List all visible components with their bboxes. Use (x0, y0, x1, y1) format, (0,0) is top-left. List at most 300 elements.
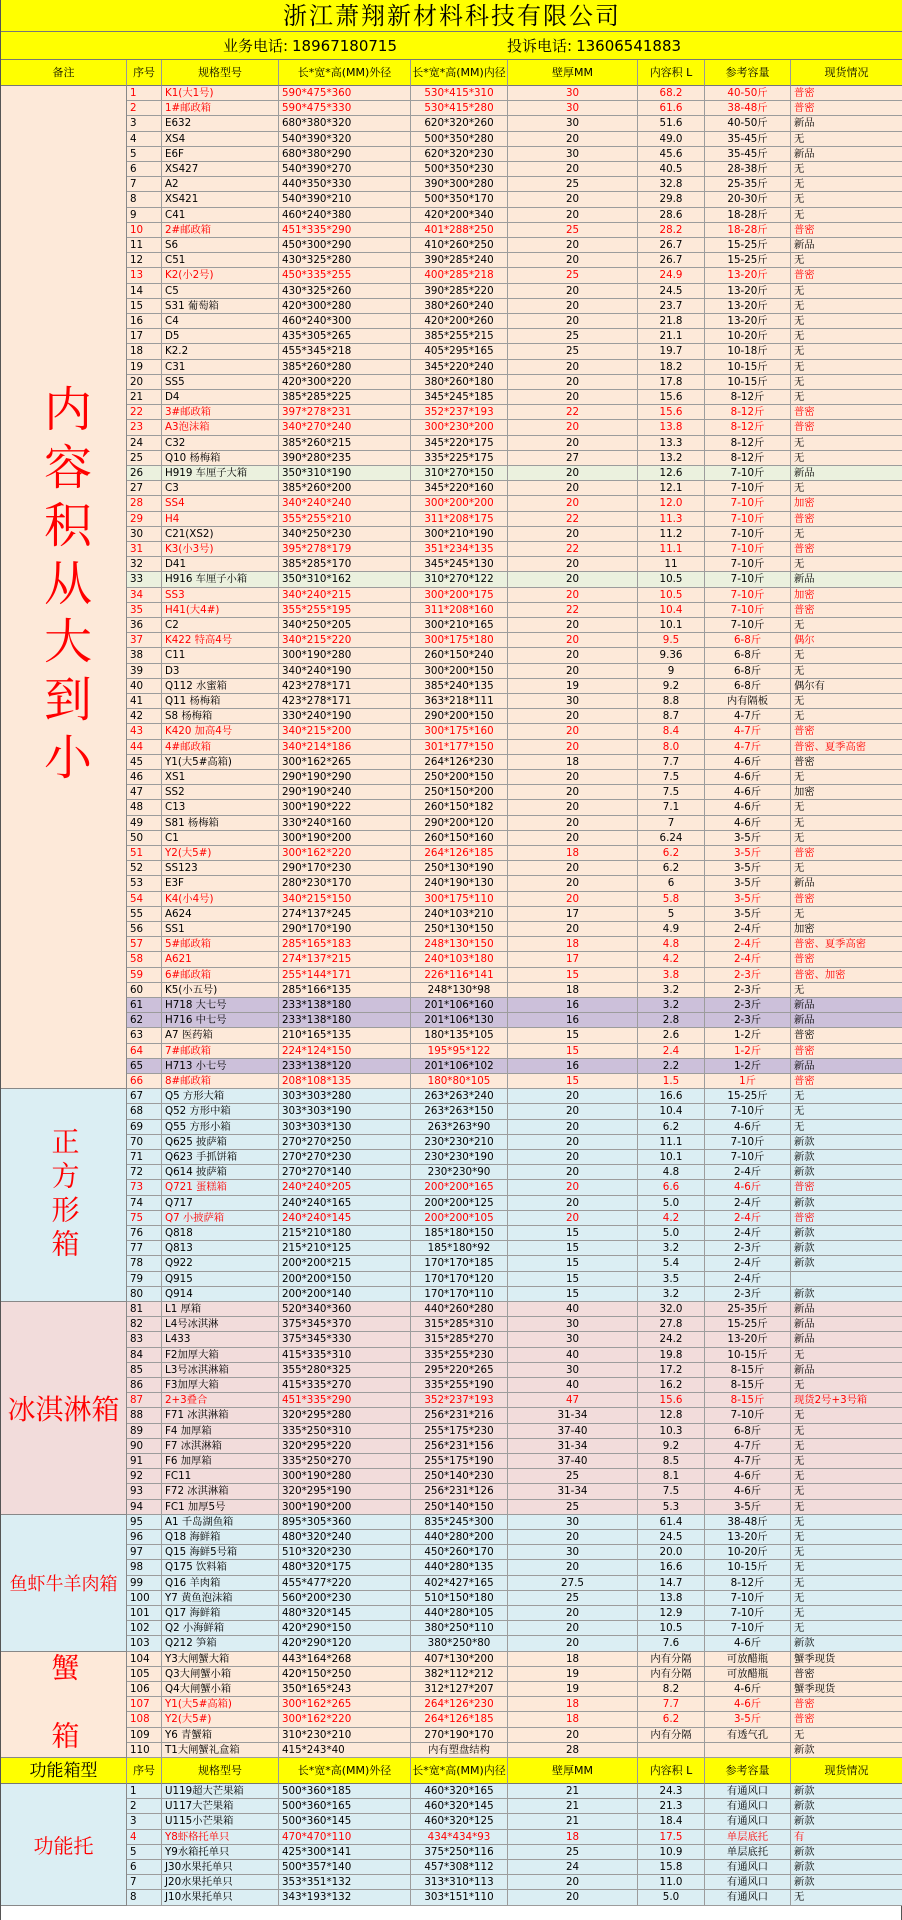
cell-capacity: 2-3斤 (705, 1013, 791, 1028)
cell-stock: 无 (791, 1591, 902, 1606)
table-row (1, 1439, 902, 1454)
cell-index: 33 (127, 572, 162, 587)
cell-index: 31 (127, 542, 162, 557)
table-row (1, 177, 902, 192)
cell-stock: 无 (791, 390, 902, 405)
cell-stock: 普密 (791, 420, 902, 435)
cell-wall: 15 (508, 968, 638, 983)
cell-inner-size: 313*310*113 (411, 1875, 508, 1890)
cell-wall: 20 (508, 284, 638, 299)
cell-stock: 无 (791, 1530, 902, 1545)
cell-wall: 20 (508, 709, 638, 724)
cell-stock: 新款 (791, 1799, 902, 1814)
cell-capacity: 10-15斤 (705, 375, 791, 390)
cell-outer-size: 460*240*300 (279, 314, 411, 329)
table-row (1, 648, 902, 663)
cell-model: Q717 (162, 1196, 279, 1211)
cell-stock: 加密 (791, 785, 902, 800)
cell-stock: 无 (791, 557, 902, 572)
cell-volume: 24.2 (638, 1332, 705, 1347)
cell-wall: 20 (508, 588, 638, 603)
cell-inner-size: 264*126*230 (411, 1697, 508, 1712)
group-label: 正方形箱 (1, 1089, 127, 1302)
cell-wall: 25 (508, 344, 638, 359)
cell-index: 44 (127, 740, 162, 755)
cell-volume: 10.1 (638, 618, 705, 633)
cell-stock: 无 (791, 1621, 902, 1636)
cell-capacity: 2-3斤 (705, 998, 791, 1013)
cell-inner-size: 440*280*135 (411, 1560, 508, 1575)
cell-capacity: 2-4斤 (705, 922, 791, 937)
cell-inner-size: 620*320*260 (411, 116, 508, 131)
cell-outer-size: 320*295*220 (279, 1439, 411, 1454)
cell-stock: 普密 (791, 755, 902, 770)
cell-capacity: 3-5斤 (705, 876, 791, 891)
cell-capacity: 4-6斤 (705, 755, 791, 770)
cell-model: Q17 海鲜箱 (162, 1606, 279, 1621)
cell-stock: 新款 (791, 1226, 902, 1241)
cell-index: 6 (127, 1860, 162, 1875)
cell-index: 80 (127, 1287, 162, 1302)
cell-model: Y2(大5#) (162, 846, 279, 861)
cell-capacity: 10-18斤 (705, 344, 791, 359)
cell-index: 13 (127, 268, 162, 283)
table-row (1, 314, 902, 329)
group-label: 功能托 (1, 1784, 127, 1906)
cell-index: 35 (127, 603, 162, 618)
cell-model: 8#邮政箱 (162, 1074, 279, 1089)
cell-wall: 22 (508, 512, 638, 527)
cell-volume: 6.2 (638, 1712, 705, 1727)
cell-inner-size: 255*175*190 (411, 1454, 508, 1469)
cell-inner-size: 200*200*125 (411, 1196, 508, 1211)
cell-index: 72 (127, 1165, 162, 1180)
cell-stock: 无 (791, 1454, 902, 1469)
cell-index: 75 (127, 1211, 162, 1226)
cell-wall: 22 (508, 603, 638, 618)
cell-outer-size: 270*270*140 (279, 1165, 411, 1180)
cell-inner-size: 200*200*165 (411, 1180, 508, 1195)
cell-index: 59 (127, 968, 162, 983)
cell-volume: 15.8 (638, 1860, 705, 1875)
cell-volume: 内有分隔 (638, 1652, 705, 1667)
cell-stock: 无 (791, 831, 902, 846)
cell-volume (638, 1743, 705, 1758)
cell-volume: 51.6 (638, 116, 705, 131)
cell-stock: 无 (791, 375, 902, 390)
cell-stock: 新品 (791, 1059, 902, 1074)
cell-index: 82 (127, 1317, 162, 1332)
cell-stock: 无 (791, 1500, 902, 1515)
cell-outer-size: 560*200*230 (279, 1591, 411, 1606)
cell-outer-size: 430*325*280 (279, 253, 411, 268)
cell-outer-size: 290*170*230 (279, 861, 411, 876)
cell-model: L3号冰淇淋箱 (162, 1363, 279, 1378)
cell-index: 90 (127, 1439, 162, 1454)
cell-outer-size: 450*335*255 (279, 268, 411, 283)
cell-stock: 无 (791, 192, 902, 207)
cell-model: U115小芒果箱 (162, 1814, 279, 1829)
cell-inner-size: 405*295*165 (411, 344, 508, 359)
cell-model: SS2 (162, 785, 279, 800)
cell-wall: 20 (508, 1636, 638, 1651)
cell-stock: 无 (791, 1089, 902, 1104)
cell-wall: 30 (508, 101, 638, 116)
cell-inner-size: 401*288*250 (411, 223, 508, 238)
header-volume: 内容积 L (638, 60, 705, 86)
cell-outer-size: 340*240*240 (279, 496, 411, 511)
table-row (1, 679, 902, 694)
cell-inner-size: 311*208*160 (411, 603, 508, 618)
header-model: 规格型号 (162, 1758, 279, 1784)
table-row (1, 998, 902, 1013)
cell-capacity: 10-15斤 (705, 1560, 791, 1575)
cell-capacity: 4-6斤 (705, 1469, 791, 1484)
cell-stock: 无 (791, 253, 902, 268)
cell-capacity: 8-12斤 (705, 1576, 791, 1591)
cell-inner-size: 310*270*122 (411, 572, 508, 587)
cell-index: 67 (127, 1089, 162, 1104)
cell-wall: 30 (508, 116, 638, 131)
cell-model: Y1(大5#高箱) (162, 755, 279, 770)
cell-index: 83 (127, 1332, 162, 1347)
table-row (1, 557, 902, 572)
cell-model: S31 葡萄箱 (162, 299, 279, 314)
cell-capacity: 6-8斤 (705, 679, 791, 694)
cell-volume: 49.0 (638, 132, 705, 147)
cell-model: Q4大闸蟹小箱 (162, 1682, 279, 1697)
cell-capacity: 18-28斤 (705, 208, 791, 223)
cell-outer-size: 300*162*265 (279, 1697, 411, 1712)
cell-stock: 新款 (791, 1287, 902, 1302)
cell-capacity: 6-8斤 (705, 1424, 791, 1439)
cell-stock: 普密、夏季高密 (791, 937, 902, 952)
cell-wall: 24 (508, 1860, 638, 1875)
cell-capacity: 可放醋瓶 (705, 1652, 791, 1667)
cell-stock: 加密 (791, 496, 902, 511)
cell-volume: 16.6 (638, 1089, 705, 1104)
cell-inner-size: 250*140*230 (411, 1469, 508, 1484)
cell-inner-size: 263*263*150 (411, 1104, 508, 1119)
cell-wall: 27 (508, 451, 638, 466)
cell-model: U119超大芒果箱 (162, 1784, 279, 1799)
cell-inner-size: 230*230*90 (411, 1165, 508, 1180)
cell-inner-size: 420*200*340 (411, 208, 508, 223)
cell-volume: 27.8 (638, 1317, 705, 1332)
cell-inner-size: 450*260*170 (411, 1545, 508, 1560)
cell-wall: 28 (508, 1743, 638, 1758)
cell-inner-size: 410*260*250 (411, 238, 508, 253)
header-capacity: 参考容量 (705, 1758, 791, 1784)
cell-model: L1 厚箱 (162, 1302, 279, 1317)
cell-volume: 4.8 (638, 1165, 705, 1180)
cell-model: J10水果托单只 (162, 1890, 279, 1905)
cell-wall: 16 (508, 998, 638, 1013)
cell-capacity: 8-15斤 (705, 1393, 791, 1408)
cell-inner-size: 510*150*180 (411, 1591, 508, 1606)
cell-capacity: 13-20斤 (705, 299, 791, 314)
cell-outer-size: 300*190*222 (279, 800, 411, 815)
cell-index: 103 (127, 1636, 162, 1651)
cell-outer-size: 340*270*240 (279, 420, 411, 435)
cell-outer-size: 455*477*220 (279, 1576, 411, 1591)
cell-capacity: 4-6斤 (705, 770, 791, 785)
cell-outer-size: 340*215*200 (279, 724, 411, 739)
cell-index: 26 (127, 466, 162, 481)
cell-stock: 无 (791, 344, 902, 359)
cell-stock: 无 (791, 1515, 902, 1530)
cell-stock: 新款 (791, 1784, 902, 1799)
cell-index: 43 (127, 724, 162, 739)
cell-capacity: 7-10斤 (705, 466, 791, 481)
cell-volume: 5.3 (638, 1500, 705, 1515)
cell-outer-size: 340*240*215 (279, 588, 411, 603)
cell-inner-size: 335*225*175 (411, 451, 508, 466)
cell-outer-size: 435*305*265 (279, 329, 411, 344)
cell-stock: 新款 (791, 1845, 902, 1860)
cell-volume: 24.5 (638, 284, 705, 299)
cell-capacity: 8-12斤 (705, 436, 791, 451)
table-row (1, 481, 902, 496)
cell-outer-size: 440*350*330 (279, 177, 411, 192)
cell-inner-size: 351*234*135 (411, 542, 508, 557)
cell-capacity: 40-50斤 (705, 86, 791, 101)
table-row (1, 1013, 902, 1028)
cell-capacity: 6-8斤 (705, 633, 791, 648)
cell-outer-size: 285*166*135 (279, 983, 411, 998)
cell-inner-size: 345*220*160 (411, 481, 508, 496)
cell-wall: 20 (508, 481, 638, 496)
cell-volume: 10.5 (638, 588, 705, 603)
cell-capacity: 有通风口 (705, 1860, 791, 1875)
cell-volume: 32.0 (638, 1302, 705, 1317)
cell-model: T1大闸蟹礼盒箱 (162, 1743, 279, 1758)
cell-index: 110 (127, 1743, 162, 1758)
cell-outer-size: 300*162*220 (279, 846, 411, 861)
cell-volume: 15.6 (638, 390, 705, 405)
cell-stock: 无 (791, 1104, 902, 1119)
cell-inner-size: 620*320*230 (411, 147, 508, 162)
cell-wall: 15 (508, 1287, 638, 1302)
header-capacity: 参考容量 (705, 60, 791, 86)
header-stock: 现货情况 (791, 60, 902, 86)
table-row (1, 238, 902, 253)
cell-outer-size: 330*240*190 (279, 709, 411, 724)
cell-outer-size: 303*303*130 (279, 1120, 411, 1135)
cell-inner-size: 311*208*175 (411, 512, 508, 527)
cell-volume: 9.2 (638, 679, 705, 694)
cell-inner-size: 240*190*130 (411, 876, 508, 891)
cell-index: 64 (127, 1044, 162, 1059)
cell-inner-size: 256*231*216 (411, 1408, 508, 1423)
cell-volume: 1.5 (638, 1074, 705, 1089)
cell-inner-size: 170*170*110 (411, 1287, 508, 1302)
cell-outer-size: 350*310*162 (279, 572, 411, 587)
cell-wall: 22 (508, 542, 638, 557)
cell-inner-size: 402*427*165 (411, 1576, 508, 1591)
cell-wall: 22 (508, 405, 638, 420)
cell-outer-size: 460*240*380 (279, 208, 411, 223)
cell-stock: 新款 (791, 1241, 902, 1256)
cell-inner-size: 300*175*160 (411, 724, 508, 739)
cell-volume: 8.0 (638, 740, 705, 755)
cell-outer-size: 355*255*195 (279, 603, 411, 618)
cell-index: 12 (127, 253, 162, 268)
table-row (1, 192, 902, 207)
cell-model: K4(小4号) (162, 892, 279, 907)
table-row (1, 284, 902, 299)
cell-inner-size: 382*112*212 (411, 1667, 508, 1682)
cell-volume: 12.1 (638, 481, 705, 496)
cell-volume: 10.1 (638, 1150, 705, 1165)
cell-outer-size: 480*320*145 (279, 1606, 411, 1621)
cell-volume: 16.6 (638, 1560, 705, 1575)
header-index: 序号 (127, 1758, 162, 1784)
cell-wall: 20 (508, 375, 638, 390)
table-row (1, 892, 902, 907)
cell-volume: 10.3 (638, 1424, 705, 1439)
table-row (1, 329, 902, 344)
cell-outer-size: 415*335*310 (279, 1348, 411, 1363)
cell-volume: 18.4 (638, 1814, 705, 1829)
cell-index: 66 (127, 1074, 162, 1089)
cell-inner-size: 248*130*98 (411, 983, 508, 998)
cell-capacity: 7-10斤 (705, 496, 791, 511)
cell-index: 1 (127, 86, 162, 101)
cell-inner-size: 457*308*112 (411, 1860, 508, 1875)
cell-wall: 20 (508, 785, 638, 800)
cell-model: C11 (162, 648, 279, 663)
cell-stock: 新品 (791, 1302, 902, 1317)
table-row (1, 740, 902, 755)
cell-outer-size: 340*215*220 (279, 633, 411, 648)
cell-model: K2.2 (162, 344, 279, 359)
cell-outer-size: 233*138*120 (279, 1059, 411, 1074)
cell-outer-size: 340*214*186 (279, 740, 411, 755)
cell-wall: 30 (508, 1332, 638, 1347)
cell-stock: 普密、加密 (791, 968, 902, 983)
cell-index: 2 (127, 101, 162, 116)
cell-wall: 25 (508, 1500, 638, 1515)
cell-outer-size: 425*300*141 (279, 1845, 411, 1860)
cell-capacity: 7-10斤 (705, 1621, 791, 1636)
cell-inner-size: 250*140*150 (411, 1500, 508, 1515)
cell-outer-size: 540*390*320 (279, 132, 411, 147)
cell-volume: 11.3 (638, 512, 705, 527)
cell-outer-size: 430*325*260 (279, 284, 411, 299)
cell-wall: 25 (508, 268, 638, 283)
cell-outer-size: 355*280*325 (279, 1363, 411, 1378)
cell-wall: 20 (508, 299, 638, 314)
cell-volume: 11.1 (638, 1135, 705, 1150)
complaint-phone-label: 投诉电话: (507, 37, 573, 55)
cell-inner-size: 385*255*215 (411, 329, 508, 344)
cell-wall: 19 (508, 1682, 638, 1697)
cell-inner-size: 530*415*310 (411, 86, 508, 101)
table-row (1, 1454, 902, 1469)
cell-outer-size: 233*138*180 (279, 1013, 411, 1028)
cell-capacity: 13-20斤 (705, 284, 791, 299)
cell-index: 16 (127, 314, 162, 329)
cell-model: 5#邮政箱 (162, 937, 279, 952)
cell-volume: 8.7 (638, 709, 705, 724)
cell-volume: 12.0 (638, 496, 705, 511)
cell-capacity: 15-25斤 (705, 1089, 791, 1104)
cell-model: H919 车厘子大箱 (162, 466, 279, 481)
cell-capacity: 7-10斤 (705, 542, 791, 557)
cell-outer-size: 423*278*171 (279, 679, 411, 694)
cell-outer-size: 290*170*190 (279, 922, 411, 937)
cell-volume: 5.8 (638, 892, 705, 907)
cell-wall: 21 (508, 1814, 638, 1829)
cell-index: 3 (127, 1814, 162, 1829)
cell-inner-size: 315*285*310 (411, 1317, 508, 1332)
cell-outer-size: 390*280*235 (279, 451, 411, 466)
cell-stock: 加密 (791, 588, 902, 603)
table-row (1, 816, 902, 831)
table-row (1, 375, 902, 390)
cell-capacity: 10-20斤 (705, 1545, 791, 1560)
cell-index: 49 (127, 816, 162, 831)
cell-index: 87 (127, 1393, 162, 1408)
cell-inner-size: 264*126*185 (411, 1712, 508, 1727)
cell-wall: 30 (508, 1363, 638, 1378)
cell-volume: 9.5 (638, 633, 705, 648)
table-row (1, 1697, 902, 1712)
cell-inner-size: 312*127*207 (411, 1682, 508, 1697)
cell-index: 55 (127, 907, 162, 922)
cell-capacity: 25-35斤 (705, 1302, 791, 1317)
cell-inner-size: 434*434*93 (411, 1830, 508, 1845)
cell-capacity: 4-6斤 (705, 1120, 791, 1135)
cell-model: C51 (162, 253, 279, 268)
table-row (1, 1484, 902, 1499)
cell-index: 58 (127, 952, 162, 967)
cell-inner-size: 440*260*280 (411, 1302, 508, 1317)
cell-stock: 无 (791, 1120, 902, 1135)
cell-stock: 新品 (791, 1013, 902, 1028)
cell-index: 24 (127, 436, 162, 451)
cell-model: Y2(大5#) (162, 1712, 279, 1727)
cell-capacity (705, 1743, 791, 1758)
cell-volume: 内有分隔 (638, 1728, 705, 1743)
table-row (1, 1621, 902, 1636)
cell-wall: 31-34 (508, 1439, 638, 1454)
cell-model: K420 加高4号 (162, 724, 279, 739)
table-row (1, 1287, 902, 1302)
table-row (1, 1576, 902, 1591)
table-row (1, 1393, 902, 1408)
cell-inner-size: 255*175*230 (411, 1424, 508, 1439)
cell-index: 65 (127, 1059, 162, 1074)
cell-capacity: 1-2斤 (705, 1044, 791, 1059)
cell-inner-size: 290*200*150 (411, 709, 508, 724)
cell-outer-size: 300*190*280 (279, 648, 411, 663)
cell-stock: 普密 (791, 1074, 902, 1089)
cell-capacity: 可放醋瓶 (705, 1667, 791, 1682)
table-row (1, 1784, 902, 1799)
cell-inner-size: 195*95*122 (411, 1044, 508, 1059)
table-row (1, 1317, 902, 1332)
cell-inner-size: 201*106*130 (411, 1013, 508, 1028)
cell-volume: 61.4 (638, 1515, 705, 1530)
table-row (1, 162, 902, 177)
column-header-row (1, 60, 902, 86)
cell-stock: 无 (791, 816, 902, 831)
cell-capacity: 2-3斤 (705, 1287, 791, 1302)
cell-volume: 4.2 (638, 1211, 705, 1226)
cell-stock: 普密 (791, 512, 902, 527)
